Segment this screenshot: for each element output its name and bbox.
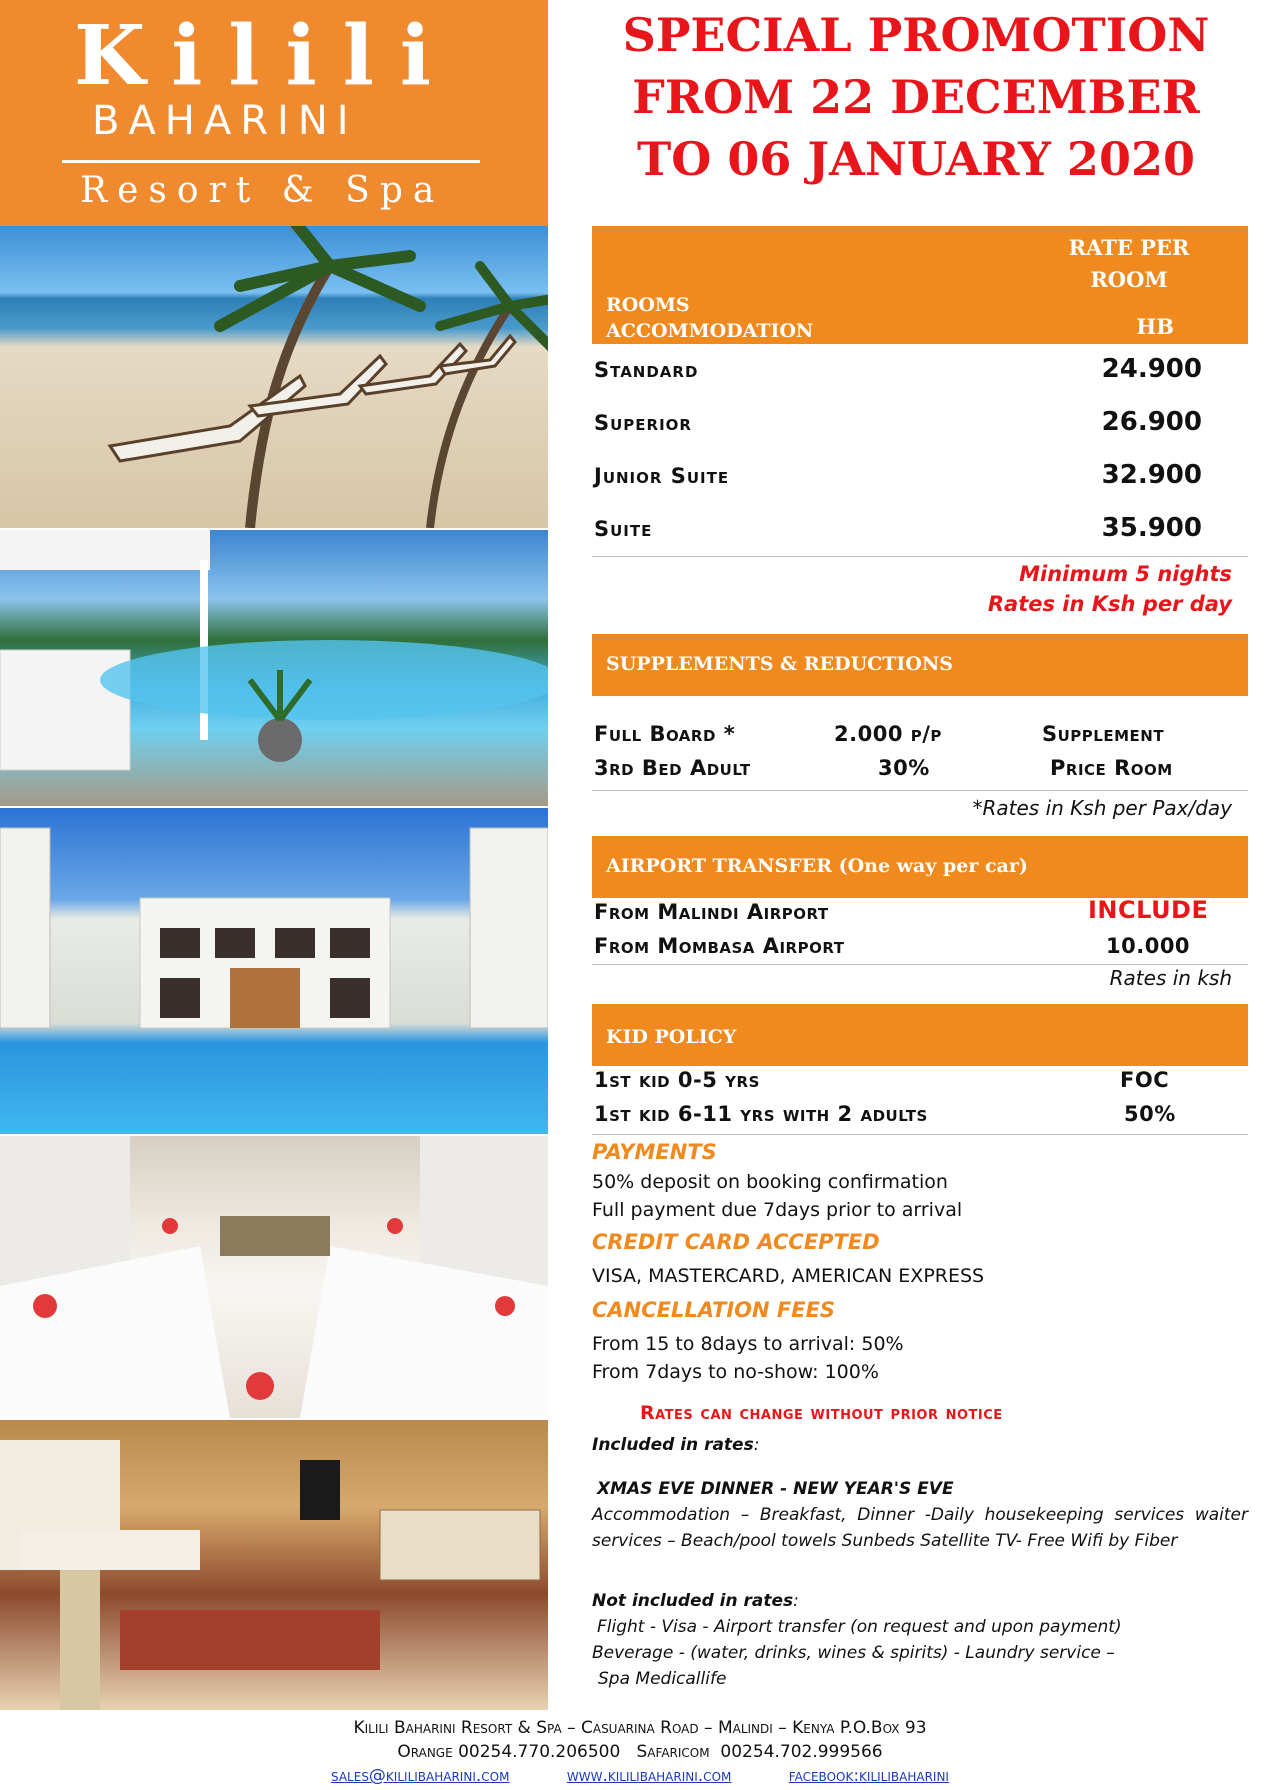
logo-tagline: Resort & Spa	[80, 170, 445, 211]
transfer-value: 10.000	[1106, 934, 1191, 958]
kid-policy-label: 1st kid 0-5 yrs	[594, 1068, 760, 1092]
room-name: Standard	[594, 358, 699, 382]
transfer-note: Rates in ksh	[1109, 966, 1232, 990]
email-link[interactable]: sales@kililibaharini.com	[331, 1766, 510, 1786]
credit-card-line: VISA, MASTERCARD, AMERICAN EXPRESS	[592, 1265, 985, 1287]
room-name: Suite	[594, 517, 653, 541]
transfer-label: From Malindi Airport	[594, 900, 829, 924]
not-included-heading: Not included in rates	[592, 1591, 794, 1611]
included-text: Accommodation – Breakfast, Dinner -Daily housekeeping services waiter services – Beach/pool towels Sunbeds Satellite TV- Free Wifi by Fiber	[592, 1505, 1248, 1551]
divider	[592, 556, 1248, 557]
divider	[592, 964, 1248, 965]
credit-card-heading: CREDIT CARD ACCEPTED	[592, 1230, 880, 1254]
not-included-line: Beverage - (water, drinks, wines & spirits) - Laundry service –	[592, 1643, 1115, 1663]
room-name: Junior Suite	[594, 464, 730, 488]
table-row	[592, 1098, 1248, 1132]
not-included-heading-line	[592, 1588, 1248, 1614]
divider	[592, 790, 1248, 791]
payments-heading: PAYMENTS	[592, 1140, 717, 1164]
logo	[0, 0, 548, 226]
not-included-line: Flight - Visa - Airport transfer (on request and upon payment)	[597, 1617, 1122, 1637]
cancellation-line: From 7days to no-show: 100%	[592, 1361, 879, 1383]
included-heading: Included in rates	[592, 1435, 754, 1455]
supplements-note: *Rates in Ksh per Pax/day	[972, 796, 1232, 820]
rate-header-line-2: ROOM	[1090, 267, 1168, 292]
facebook-link[interactable]: facebook:kililibaharini	[788, 1766, 949, 1786]
rate-header-line-1: RATE PER	[1068, 235, 1190, 260]
rooms-column-header	[606, 292, 813, 344]
logo-divider	[62, 160, 480, 163]
promo-title-line-1: SPECIAL PROMOTION	[622, 8, 1210, 62]
footer-phones: Orange 00254.770.206500 Safaricom 00254.702.999566	[397, 1742, 883, 1762]
room-price: 24.900	[1101, 354, 1202, 384]
rates-currency-note: Rates in Ksh per day	[987, 592, 1232, 616]
beach-photo	[0, 226, 548, 528]
included-heading-line	[592, 1432, 1248, 1458]
kid-policy-value: 50%	[1124, 1102, 1176, 1126]
spa-photo	[0, 1136, 548, 1418]
transfer-heading: AIRPORT TRANSFER (One way per car)	[606, 855, 1028, 877]
table-row	[592, 452, 1248, 504]
divider	[592, 1134, 1248, 1135]
room-price: 32.900	[1101, 460, 1202, 490]
colon: :	[753, 1435, 760, 1455]
promo-title-line-3: TO 06 JANUARY 2020	[637, 132, 1195, 186]
footer-address: Kilili Baharini Resort & Spa – Casuarina Road – Malindi – Kenya P.O.Box 93	[353, 1718, 927, 1738]
room-price: 35.900	[1101, 513, 1202, 543]
table-row	[592, 896, 1248, 930]
rate-column-header	[1054, 232, 1204, 296]
supplement-value: 30%	[878, 756, 930, 780]
supplement-label: 3rd Bed Adult	[594, 756, 751, 780]
footer-links	[0, 1764, 1280, 1788]
table-row	[592, 930, 1248, 964]
table-row	[592, 718, 1248, 752]
logo-sub: BAHARINI	[92, 98, 358, 144]
table-row	[592, 346, 1248, 398]
rooms-header-line-2: ACCOMMODATION	[606, 320, 814, 342]
supplements-heading: SUPPLEMENTS & REDUCTIONS	[606, 653, 953, 675]
rates-table-header	[592, 226, 1248, 344]
supplements-header	[592, 634, 1248, 696]
kids-heading: KID POLICY	[606, 1026, 737, 1048]
table-row	[592, 752, 1248, 786]
payments-line: Full payment due 7days prior to arrival	[592, 1199, 963, 1221]
logo-name: Kilili	[74, 8, 458, 104]
rates-change-notice: Rates can change without prior notice	[640, 1402, 1003, 1424]
table-row	[592, 399, 1248, 451]
included-highlight: XMAS EVE DINNER - NEW YEAR'S EVE	[597, 1479, 954, 1499]
payments-line: 50% deposit on booking confirmation	[592, 1171, 948, 1193]
table-row	[592, 505, 1248, 557]
not-included-line: Spa Medicallife	[598, 1669, 727, 1689]
table-row	[592, 1064, 1248, 1098]
website-link[interactable]: www.kililibaharini.com	[566, 1766, 732, 1786]
villa-photo	[0, 808, 548, 1134]
colon: :	[793, 1591, 799, 1611]
cancellation-heading: CANCELLATION FEES	[592, 1298, 836, 1322]
kids-header	[592, 1004, 1248, 1066]
kid-policy-value: FOC	[1120, 1068, 1170, 1092]
room-name: Superior	[594, 411, 692, 435]
supplement-label: Full Board *	[594, 722, 736, 746]
transfer-label: From Mombasa Airport	[594, 934, 845, 958]
promo-title-line-2: FROM 22 DECEMBER	[632, 70, 1200, 124]
transfer-value: INCLUDE	[1088, 896, 1209, 924]
promo-title	[556, 4, 1276, 190]
supplement-value: 2.000 p/p	[834, 722, 942, 746]
minimum-nights-note: Minimum 5 nights	[1019, 562, 1232, 586]
room-photo	[0, 1420, 548, 1710]
cancellation-line: From 15 to 8days to arrival: 50%	[592, 1333, 904, 1355]
rate-basis-label: HB	[1136, 314, 1174, 339]
rooms-header-line-1: ROOMS	[606, 294, 690, 316]
kid-policy-label: 1st kid 6-11 yrs with 2 adults	[594, 1102, 928, 1126]
footer	[0, 1716, 1280, 1788]
room-price: 26.900	[1101, 407, 1202, 437]
transfer-header	[592, 836, 1248, 898]
pool-photo	[0, 530, 548, 806]
supplement-desc: Supplement	[1042, 722, 1165, 746]
supplement-desc: Price Room	[1050, 756, 1173, 780]
